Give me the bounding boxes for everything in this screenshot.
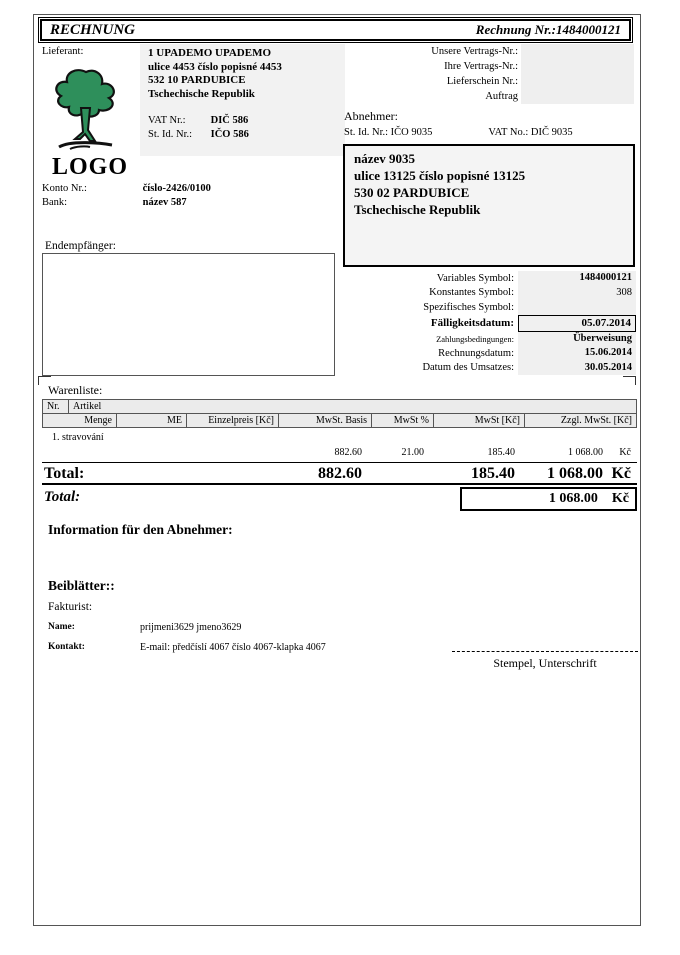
umsatzdatum-value: 30.05.2014 — [518, 361, 636, 376]
auftrag-label: Auftrag — [485, 91, 518, 102]
col-artikel: Artikel — [73, 401, 102, 412]
page-title: RECHNUNG — [50, 21, 136, 38]
col-me: ME — [116, 414, 186, 427]
info-abnehmer-heading: Information für den Abnehmer: — [48, 522, 233, 537]
variables-symbol-label: Variables Symbol: — [436, 272, 514, 284]
supplier-address-block — [140, 44, 345, 156]
item-gross-cell — [523, 447, 635, 458]
supplier-vat-row — [148, 114, 337, 128]
zahlungsbedingungen-value: Überweisung — [518, 332, 636, 347]
total-label: Total: — [44, 464, 85, 482]
total-mwst-basis: 882.60 — [318, 464, 362, 482]
stempel-unterschrift-label: Stempel, Unterschrift — [493, 656, 597, 670]
rechnungsdatum-value: 15.06.2014 — [518, 346, 636, 361]
zahlungsbedingungen-label: Zahlungsbedingungen: — [436, 333, 514, 344]
supplier-vat-label: VAT Nr.: — [148, 115, 186, 126]
buyer-ids-row — [344, 127, 636, 138]
total-mwst-kc: 185.40 — [471, 464, 515, 482]
invoice-header-inner — [40, 19, 631, 41]
konto-value: číslo-2426/0100 — [142, 183, 211, 194]
supplier-stid-value: IČO 586 — [210, 129, 249, 140]
supplier-country: Tschechische Republik — [148, 87, 255, 100]
endempfaenger-label: Endempfänger: — [45, 240, 116, 252]
table-header-row-2 — [42, 413, 637, 428]
spezifisches-symbol-value — [518, 300, 636, 315]
contract-fields — [340, 44, 634, 104]
total-gross: 1 068.00 — [547, 464, 603, 482]
buyer-stid-value: IČO 9035 — [390, 127, 433, 138]
buyer-label: Abnehmer: — [344, 109, 398, 123]
kontakt-label: Kontakt: — [48, 642, 85, 652]
unsere-vertrags-nr-label: Unsere Vertrags-Nr.: — [431, 46, 518, 57]
supplier-name: 1 UPADEMO UPADEMO — [148, 47, 272, 59]
konstantes-symbol-row — [280, 286, 636, 301]
total-rule-bottom — [42, 483, 637, 485]
item-mwst-basis: 882.60 — [334, 447, 362, 458]
col-zzgl-mwst: Zzgl. MwSt. [Kč] — [524, 414, 636, 427]
grand-total-box — [460, 487, 637, 511]
bank-label: Bank: — [42, 197, 68, 208]
contract-row — [340, 89, 634, 104]
buyer-country: Tschechische Republik — [354, 202, 481, 217]
konstantes-symbol-value: 308 — [518, 286, 636, 301]
konto-label: Konto Nr.: — [42, 183, 87, 194]
spezifisches-symbol-label: Spezifisches Symbol: — [423, 301, 514, 313]
faelligkeitsdatum-row — [280, 315, 636, 332]
lieferschein-nr-value — [521, 74, 634, 89]
col-mwst-kc: MwSt [Kč] — [433, 414, 524, 427]
fakturist-label: Fakturist: — [48, 601, 93, 613]
item-values-row — [42, 445, 637, 460]
buyer-city: 530 02 PARDUBICE — [354, 185, 470, 200]
kontakt-value: E-mail: předčíslí 4067 číslo 4067-klapka 4067 — [140, 642, 326, 653]
ihre-vertrags-nr-label: Ihre Vertrags-Nr.: — [444, 61, 518, 72]
col-menge: Menge — [84, 415, 112, 426]
umsatzdatum-label: Datum des Umsatzes: — [422, 362, 514, 374]
rechnungsdatum-row — [280, 346, 636, 361]
logo-text: LOGO — [51, 154, 128, 180]
kontakt-row — [48, 642, 508, 653]
buyer-name: název 9035 — [354, 151, 416, 166]
name-value: prijmeni3629 jmeno3629 — [140, 622, 242, 633]
item-currency: Kč — [619, 447, 631, 458]
auftrag-value — [521, 89, 634, 104]
unsere-vertrags-nr-value — [521, 44, 634, 59]
buyer-vat-label: VAT No.: — [488, 127, 529, 138]
faelligkeitsdatum-value: 05.07.2014 — [518, 315, 636, 332]
supplier-street: ulice 4453 číslo popisné 4453 — [148, 60, 282, 73]
col-mwst-basis: MwSt. Basis — [278, 414, 371, 427]
supplier-stid-row — [148, 128, 337, 142]
spezifisches-symbol-row — [280, 300, 636, 315]
konstantes-symbol-label: Konstantes Symbol: — [429, 287, 514, 299]
konto-row — [42, 183, 211, 194]
supplier-vat-value: DIČ 586 — [210, 115, 249, 126]
total-currency: Kč — [611, 464, 631, 482]
rechnungsdatum-label: Rechnungsdatum: — [438, 347, 514, 359]
col-mwst-pct: MwSt % — [371, 414, 433, 427]
contract-row — [340, 59, 634, 74]
warenliste-label: Warenliste: — [48, 383, 103, 397]
grand-total-label: Total: — [44, 489, 81, 505]
zahlungsbedingungen-row — [280, 332, 636, 347]
item-name: 1. stravování — [52, 432, 104, 443]
supplier-label: Lieferant: — [42, 46, 84, 57]
supplier-stid-label: St. Id. Nr.: — [148, 129, 193, 140]
signature-dashed-line — [452, 651, 638, 652]
variables-symbol-row — [280, 271, 636, 286]
item-mwst-kc: 185.40 — [487, 447, 515, 458]
item-row — [42, 430, 637, 445]
contract-row — [340, 44, 634, 59]
total-row — [42, 465, 637, 482]
buyer-address-box — [343, 144, 635, 267]
name-row — [48, 622, 448, 633]
invoice-number: Rechnung Nr.:1484000121 — [475, 22, 621, 37]
invoice-header — [38, 17, 633, 43]
items-table — [42, 399, 637, 460]
tree-logo-icon — [46, 66, 126, 158]
beiblaetter-heading: Beiblätter:: — [48, 578, 115, 593]
lieferschein-nr-label: Lieferschein Nr.: — [446, 76, 518, 87]
name-label: Name: — [48, 622, 75, 632]
buyer-stid-label: St. Id. Nr.: — [344, 127, 389, 138]
bank-value: název 587 — [142, 197, 187, 208]
col-einzelpreis: Einzelpreis [Kč] — [186, 414, 278, 427]
total-rule-top — [42, 462, 637, 463]
ihre-vertrags-nr-value — [521, 59, 634, 74]
supplier-city: 532 10 PARDUBICE — [148, 74, 246, 86]
total-gross-cell — [523, 465, 635, 483]
buyer-vat-pair — [488, 127, 572, 138]
section-corner-right — [623, 376, 636, 385]
grand-total-amount: 1 068.00 — [548, 491, 598, 506]
table-header-row-1 — [42, 399, 637, 414]
faelligkeitsdatum-label: Fälligkeitsdatum: — [430, 317, 514, 329]
bank-row — [42, 197, 187, 208]
variables-symbol-value: 1484000121 — [518, 271, 636, 286]
buyer-vat-value: DIČ 9035 — [530, 127, 573, 138]
contract-row — [340, 74, 634, 89]
buyer-street: ulice 13125 číslo popisné 13125 — [354, 168, 526, 183]
col-nr: Nr. — [43, 400, 69, 413]
grand-total-currency: Kč — [611, 491, 629, 506]
symbols-block — [280, 271, 636, 375]
umsatzdatum-row — [280, 361, 636, 376]
item-gross: 1 068.00 — [568, 447, 603, 458]
item-mwst-pct: 21.00 — [401, 447, 424, 458]
buyer-stid-pair — [344, 127, 432, 138]
